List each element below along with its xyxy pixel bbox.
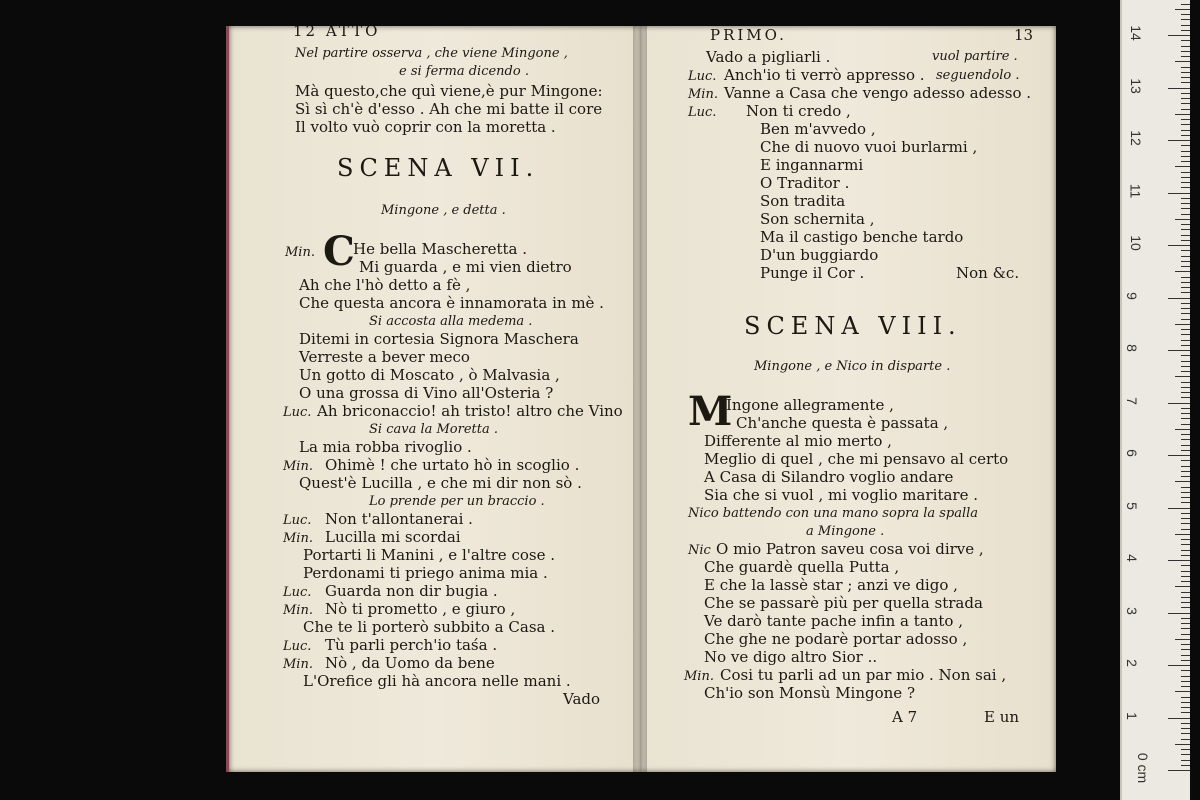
- ruler-tick: [1175, 9, 1190, 10]
- refrain-mark: Non &c.: [956, 264, 1020, 282]
- ruler-tick: [1181, 723, 1190, 724]
- ruler-tick: [1181, 366, 1190, 367]
- verse-line: E ingannarmi: [760, 156, 864, 174]
- verse-line: No ve digo altro Sior ..: [704, 648, 878, 666]
- verse-line: Nò ti prometto , e giuro ,: [325, 600, 516, 618]
- verse-line: Ingone allegramente ,: [726, 396, 894, 414]
- verse-line: Verreste a bever meco: [299, 348, 470, 366]
- ruler-tick: [1181, 655, 1190, 656]
- scene-title: SCENA VIII.: [744, 312, 962, 340]
- ruler-tick: [1168, 35, 1190, 36]
- stage-direction: Lo prende per un braccio .: [369, 494, 545, 509]
- verse-line: Nò , da Uomo da bene: [325, 654, 495, 672]
- ruler-tick: [1168, 245, 1190, 246]
- ruler-label: 4: [1123, 554, 1140, 562]
- ruler-tick: [1181, 282, 1190, 283]
- ruler-tick: [1181, 135, 1190, 136]
- verse-line: Ohimè ! che urtato hò in scoglio .: [325, 456, 580, 474]
- ruler-tick: [1181, 46, 1190, 47]
- ruler-tick: [1181, 492, 1190, 493]
- ruler-tick: [1181, 172, 1190, 173]
- speaker-label: Min.: [285, 245, 315, 260]
- ruler-tick: [1181, 229, 1190, 230]
- ruler-label: 0 cm: [1135, 752, 1152, 784]
- ruler-tick: [1181, 303, 1190, 304]
- ruler-tick: [1168, 508, 1190, 509]
- ruler-tick: [1181, 72, 1190, 73]
- verse-line: Son schernita ,: [760, 210, 875, 228]
- ruler-tick: [1181, 607, 1190, 608]
- drop-cap: M: [688, 388, 733, 435]
- ruler-label: 12: [1127, 130, 1144, 146]
- ruler-tick: [1181, 277, 1190, 278]
- ruler-tick: [1181, 387, 1190, 388]
- verse-line: Ditemi in cortesia Signora Maschera: [299, 330, 579, 348]
- catchword: Vado: [563, 690, 601, 708]
- verse-line: E che la lassè star ; anzi ve digo ,: [704, 576, 958, 594]
- scene-persons: Mingone , e Nico in disparte .: [754, 359, 951, 374]
- verse-line: Guarda non dir bugia .: [325, 582, 498, 600]
- verse-line: Quest'è Lucilla , e che mi dir non sò .: [299, 474, 582, 492]
- verse-line: Ben m'avvedo ,: [760, 120, 876, 138]
- ruler-tick: [1181, 93, 1190, 94]
- verse-line: Portarti li Manini , e l'altre cose .: [303, 546, 555, 564]
- ruler-tick: [1181, 224, 1190, 225]
- verse-line: D'un buggiardo: [760, 246, 879, 264]
- speaker-label: Min.: [283, 657, 313, 672]
- ruler-tick: [1181, 187, 1190, 188]
- ruler-tick: [1181, 450, 1190, 451]
- verse-line: He bella Mascheretta .: [353, 240, 528, 258]
- ruler-tick: [1181, 686, 1190, 687]
- ruler-tick: [1181, 82, 1190, 83]
- speaker-label: Min.: [283, 603, 313, 618]
- ruler-tick: [1181, 408, 1190, 409]
- ruler-tick: [1168, 665, 1190, 666]
- ruler-tick: [1181, 98, 1190, 99]
- speaker-label: Luc.: [283, 639, 312, 654]
- verse-line: O una grossa di Vino all'Osteria ?: [299, 384, 554, 402]
- ruler-tick: [1181, 382, 1190, 383]
- ruler-tick: [1181, 145, 1190, 146]
- ruler-tick: [1181, 754, 1190, 755]
- ruler-label: 11: [1127, 183, 1144, 198]
- ruler-label: 14: [1127, 25, 1144, 41]
- ruler-tick: [1181, 576, 1190, 577]
- ruler-tick: [1181, 124, 1190, 125]
- ruler-tick: [1181, 702, 1190, 703]
- ruler-tick: [1181, 67, 1190, 68]
- ruler-tick: [1181, 728, 1190, 729]
- verse-line: Che di nuovo vuoi burlarmi ,: [760, 138, 978, 156]
- ruler-tick: [1181, 733, 1190, 734]
- ruler-tick: [1181, 476, 1190, 477]
- ruler-tick: [1181, 308, 1190, 309]
- verse-line: Punge il Cor .: [760, 264, 865, 282]
- ruler-tick: [1168, 350, 1190, 351]
- ruler-tick: [1181, 660, 1190, 661]
- ruler-tick: [1181, 739, 1190, 740]
- ruler-tick: [1181, 161, 1190, 162]
- verse-line: Non t'allontanerai .: [325, 510, 473, 528]
- verse-line: Anch'io ti verrò appresso .: [724, 66, 925, 84]
- running-head-right: PRIMO.: [710, 26, 787, 44]
- ruler-tick: [1175, 429, 1190, 430]
- verse-line: Tù parli perch'io taśa .: [325, 636, 498, 654]
- ruler-tick: [1181, 707, 1190, 708]
- ruler-tick: [1181, 539, 1190, 540]
- stage-direction: Si accosta alla medema .: [369, 314, 533, 329]
- ruler-tick: [1181, 345, 1190, 346]
- ruler-tick: [1175, 271, 1190, 272]
- ruler-tick: [1181, 182, 1190, 183]
- ruler-label: 2: [1123, 659, 1140, 667]
- verse-line: O Traditor .: [760, 174, 850, 192]
- ruler-tick: [1181, 445, 1190, 446]
- ruler-tick: [1181, 502, 1190, 503]
- ruler-tick: [1181, 392, 1190, 393]
- speaker-label: Luc.: [283, 513, 312, 528]
- ruler-tick: [1181, 550, 1190, 551]
- speaker-label: Luc.: [688, 105, 717, 120]
- verse-line: Cosi tu parli ad un par mio . Non sai ,: [720, 666, 1007, 684]
- ruler-tick: [1181, 424, 1190, 425]
- ruler-tick: [1181, 644, 1190, 645]
- page-number: 13: [1014, 26, 1034, 44]
- ruler-tick: [1181, 77, 1190, 78]
- speaker-label: Luc.: [688, 69, 717, 84]
- ruler-tick: [1181, 250, 1190, 251]
- verse-line: Che ghe ne podarè portar adosso ,: [704, 630, 968, 648]
- ruler-tick: [1181, 177, 1190, 178]
- ruler-tick: [1181, 529, 1190, 530]
- verse-line: Mà questo,che quì viene,è pur Mingone:: [295, 82, 603, 100]
- verse-line: L'Orefice gli hà ancora nelle mani .: [303, 672, 571, 690]
- ruler-tick: [1181, 487, 1190, 488]
- ruler-tick: [1175, 114, 1190, 115]
- ruler-tick: [1181, 649, 1190, 650]
- running-head-left: 12 ATTO: [293, 26, 381, 40]
- verse-line: Perdonami ti priego anima mia .: [303, 564, 548, 582]
- ruler-tick: [1181, 634, 1190, 635]
- ruler-tick: [1181, 623, 1190, 624]
- open-book: [226, 26, 1056, 772]
- stage-direction: Nico battendo con una mano sopra la spalla: [688, 506, 979, 521]
- ruler-tick: [1181, 628, 1190, 629]
- ruler-tick: [1181, 418, 1190, 419]
- ruler-tick: [1181, 439, 1190, 440]
- verse-line: Ah briconaccio! ah tristo! altro che Vino: [317, 402, 623, 420]
- verse-line: Son tradita: [760, 192, 846, 210]
- ruler-tick: [1168, 613, 1190, 614]
- verse-line: Che guardè quella Putta ,: [704, 558, 900, 576]
- ruler-tick: [1181, 597, 1190, 598]
- speaker-label: Luc.: [283, 585, 312, 600]
- ruler-tick: [1181, 119, 1190, 120]
- ruler-tick: [1181, 208, 1190, 209]
- ruler-tick: [1181, 334, 1190, 335]
- ruler-tick: [1175, 376, 1190, 377]
- ruler-tick: [1181, 56, 1190, 57]
- catchword: E un: [984, 708, 1020, 726]
- ruler-tick: [1181, 156, 1190, 157]
- ruler-tick: [1181, 518, 1190, 519]
- verse-line: Ch'anche questa è passata ,: [736, 414, 949, 432]
- ruler-tick: [1175, 744, 1190, 745]
- ruler-tick: [1181, 760, 1190, 761]
- ruler-tick: [1181, 697, 1190, 698]
- ruler-tick: [1181, 523, 1190, 524]
- ruler-tick: [1175, 691, 1190, 692]
- measuring-ruler: [1120, 0, 1190, 800]
- ruler-tick: [1181, 712, 1190, 713]
- speaker-label: Min.: [283, 459, 313, 474]
- ruler-tick: [1175, 481, 1190, 482]
- ruler-tick: [1181, 571, 1190, 572]
- signature-mark: A 7: [892, 708, 918, 726]
- stage-direction: a Mingone .: [806, 524, 885, 539]
- ruler-tick: [1175, 586, 1190, 587]
- verse-line: Vado a pigliarli .: [706, 48, 831, 66]
- ruler-tick: [1181, 292, 1190, 293]
- verse-line: Meglio di quel , che mi pensavo al certo: [704, 450, 1009, 468]
- ruler-tick: [1181, 670, 1190, 671]
- ruler-tick: [1181, 460, 1190, 461]
- stage-direction: vuol partire .: [932, 49, 1018, 64]
- ruler-label: 1: [1123, 711, 1140, 720]
- verse-line: Sì sì ch'è d'esso . Ah che mi batte il core: [295, 100, 603, 118]
- ruler-tick: [1168, 770, 1190, 771]
- ruler-tick: [1181, 25, 1190, 26]
- stage-direction: e si ferma dicendo .: [399, 64, 529, 79]
- ruler-tick: [1168, 718, 1190, 719]
- scene-title: SCENA VII.: [337, 154, 540, 182]
- ruler-tick: [1181, 109, 1190, 110]
- ruler-tick: [1181, 319, 1190, 320]
- verse-line: Il volto vuò coprir con la moretta .: [295, 118, 556, 136]
- ruler-tick: [1175, 166, 1190, 167]
- ruler-tick: [1168, 193, 1190, 194]
- ruler-tick: [1181, 471, 1190, 472]
- ruler-tick: [1181, 434, 1190, 435]
- ruler-tick: [1181, 765, 1190, 766]
- ruler-tick: [1181, 618, 1190, 619]
- ruler-tick: [1181, 30, 1190, 31]
- ruler-label: 5: [1123, 501, 1140, 510]
- ruler-label: 13: [1127, 77, 1144, 94]
- ruler-tick: [1168, 140, 1190, 141]
- verse-line: La mia robba rivoglio .: [299, 438, 472, 456]
- ruler-tick: [1181, 266, 1190, 267]
- ruler-tick: [1181, 261, 1190, 262]
- verse-line: Un gotto di Moscato , ò Malvasia ,: [299, 366, 560, 384]
- verse-line: Ch'io son Monsù Mingone ?: [704, 684, 915, 702]
- left-page: [226, 26, 641, 772]
- drop-cap: C: [323, 228, 355, 275]
- ruler-tick: [1181, 256, 1190, 257]
- ruler-tick: [1181, 214, 1190, 215]
- ruler-label: 6: [1123, 449, 1140, 457]
- ruler-tick: [1181, 592, 1190, 593]
- verse-line: Ah che l'hò detto a fè ,: [299, 276, 471, 294]
- ruler-label: 9: [1123, 291, 1140, 300]
- ruler-tick: [1181, 397, 1190, 398]
- ruler-tick: [1181, 513, 1190, 514]
- verse-line: Ma il castigo benche tardo: [760, 228, 964, 246]
- verse-line: O mio Patron saveu cosa voi dirve ,: [716, 540, 984, 558]
- ruler-tick: [1175, 219, 1190, 220]
- ruler-tick: [1181, 103, 1190, 104]
- ruler-tick: [1181, 413, 1190, 414]
- ruler-tick: [1181, 287, 1190, 288]
- verse-line: Sia che si vuol , mi voglio maritare .: [704, 486, 978, 504]
- ruler-tick: [1168, 88, 1190, 89]
- ruler-tick: [1181, 681, 1190, 682]
- ruler-tick: [1181, 355, 1190, 356]
- speaker-label: Min.: [684, 669, 714, 684]
- ruler-tick: [1175, 324, 1190, 325]
- ruler-tick: [1181, 497, 1190, 498]
- ruler-label: 3: [1123, 606, 1140, 615]
- verse-line: Lucilla mi scordai: [325, 528, 461, 546]
- ruler-tick: [1181, 203, 1190, 204]
- ruler-tick: [1181, 130, 1190, 131]
- ruler-tick: [1181, 14, 1190, 15]
- ruler-tick: [1181, 466, 1190, 467]
- stage-direction: seguendolo .: [936, 68, 1020, 83]
- ruler-tick: [1181, 555, 1190, 556]
- verse-line: Che questa ancora è innamorata in mè .: [299, 294, 604, 312]
- ruler-tick: [1175, 61, 1190, 62]
- speaker-label: Min.: [283, 531, 313, 546]
- verse-line: A Casa di Silandro voglio andare: [704, 468, 954, 486]
- stage-direction: Si cava la Moretta .: [369, 422, 499, 437]
- verse-line: Non ti credo ,: [746, 102, 851, 120]
- stage-direction: Nel partire osserva , che viene Mingone ,: [295, 46, 568, 61]
- speaker-label: Luc.: [283, 405, 312, 420]
- ruler-tick: [1181, 198, 1190, 199]
- ruler-tick: [1181, 749, 1190, 750]
- verse-line: Differente al mio merto ,: [704, 432, 892, 450]
- ruler-tick: [1181, 51, 1190, 52]
- verse-line: Che se passarè più per quella strada: [704, 594, 983, 612]
- scene-persons: Mingone , e detta .: [381, 203, 506, 218]
- ruler-tick: [1181, 240, 1190, 241]
- speaker-label: Nic: [688, 543, 711, 558]
- ruler-tick: [1181, 235, 1190, 236]
- ruler-tick: [1181, 151, 1190, 152]
- ruler-tick: [1181, 371, 1190, 372]
- ruler-tick: [1181, 329, 1190, 330]
- ruler-tick: [1168, 298, 1190, 299]
- verse-line: Che te li porterò subbito a Casa .: [303, 618, 555, 636]
- ruler-tick: [1168, 403, 1190, 404]
- ruler-tick: [1181, 40, 1190, 41]
- ruler-tick: [1181, 565, 1190, 566]
- verse-line: Ve darò tante pache infin a tanto ,: [704, 612, 963, 630]
- ruler-tick: [1181, 4, 1190, 5]
- ruler-tick: [1181, 581, 1190, 582]
- ruler-label: 7: [1123, 396, 1140, 405]
- ruler-tick: [1181, 602, 1190, 603]
- ruler-tick: [1168, 560, 1190, 561]
- ruler-tick: [1175, 639, 1190, 640]
- ruler-tick: [1181, 676, 1190, 677]
- verse-line: Mi guarda , e mi vien dietro: [359, 258, 572, 276]
- ruler-tick: [1181, 544, 1190, 545]
- ruler-tick: [1181, 313, 1190, 314]
- ruler-label: 8: [1123, 344, 1140, 352]
- ruler-tick: [1175, 534, 1190, 535]
- ruler-tick: [1181, 361, 1190, 362]
- ruler-tick: [1168, 455, 1190, 456]
- ruler-tick: [1181, 340, 1190, 341]
- ruler-tick: [1181, 19, 1190, 20]
- verse-line: Vanne a Casa che vengo adesso adesso .: [724, 84, 1032, 102]
- right-page: [640, 26, 1056, 772]
- speaker-label: Min.: [688, 87, 718, 102]
- ruler-label: 10: [1127, 235, 1144, 251]
- book-gutter: [633, 26, 647, 772]
